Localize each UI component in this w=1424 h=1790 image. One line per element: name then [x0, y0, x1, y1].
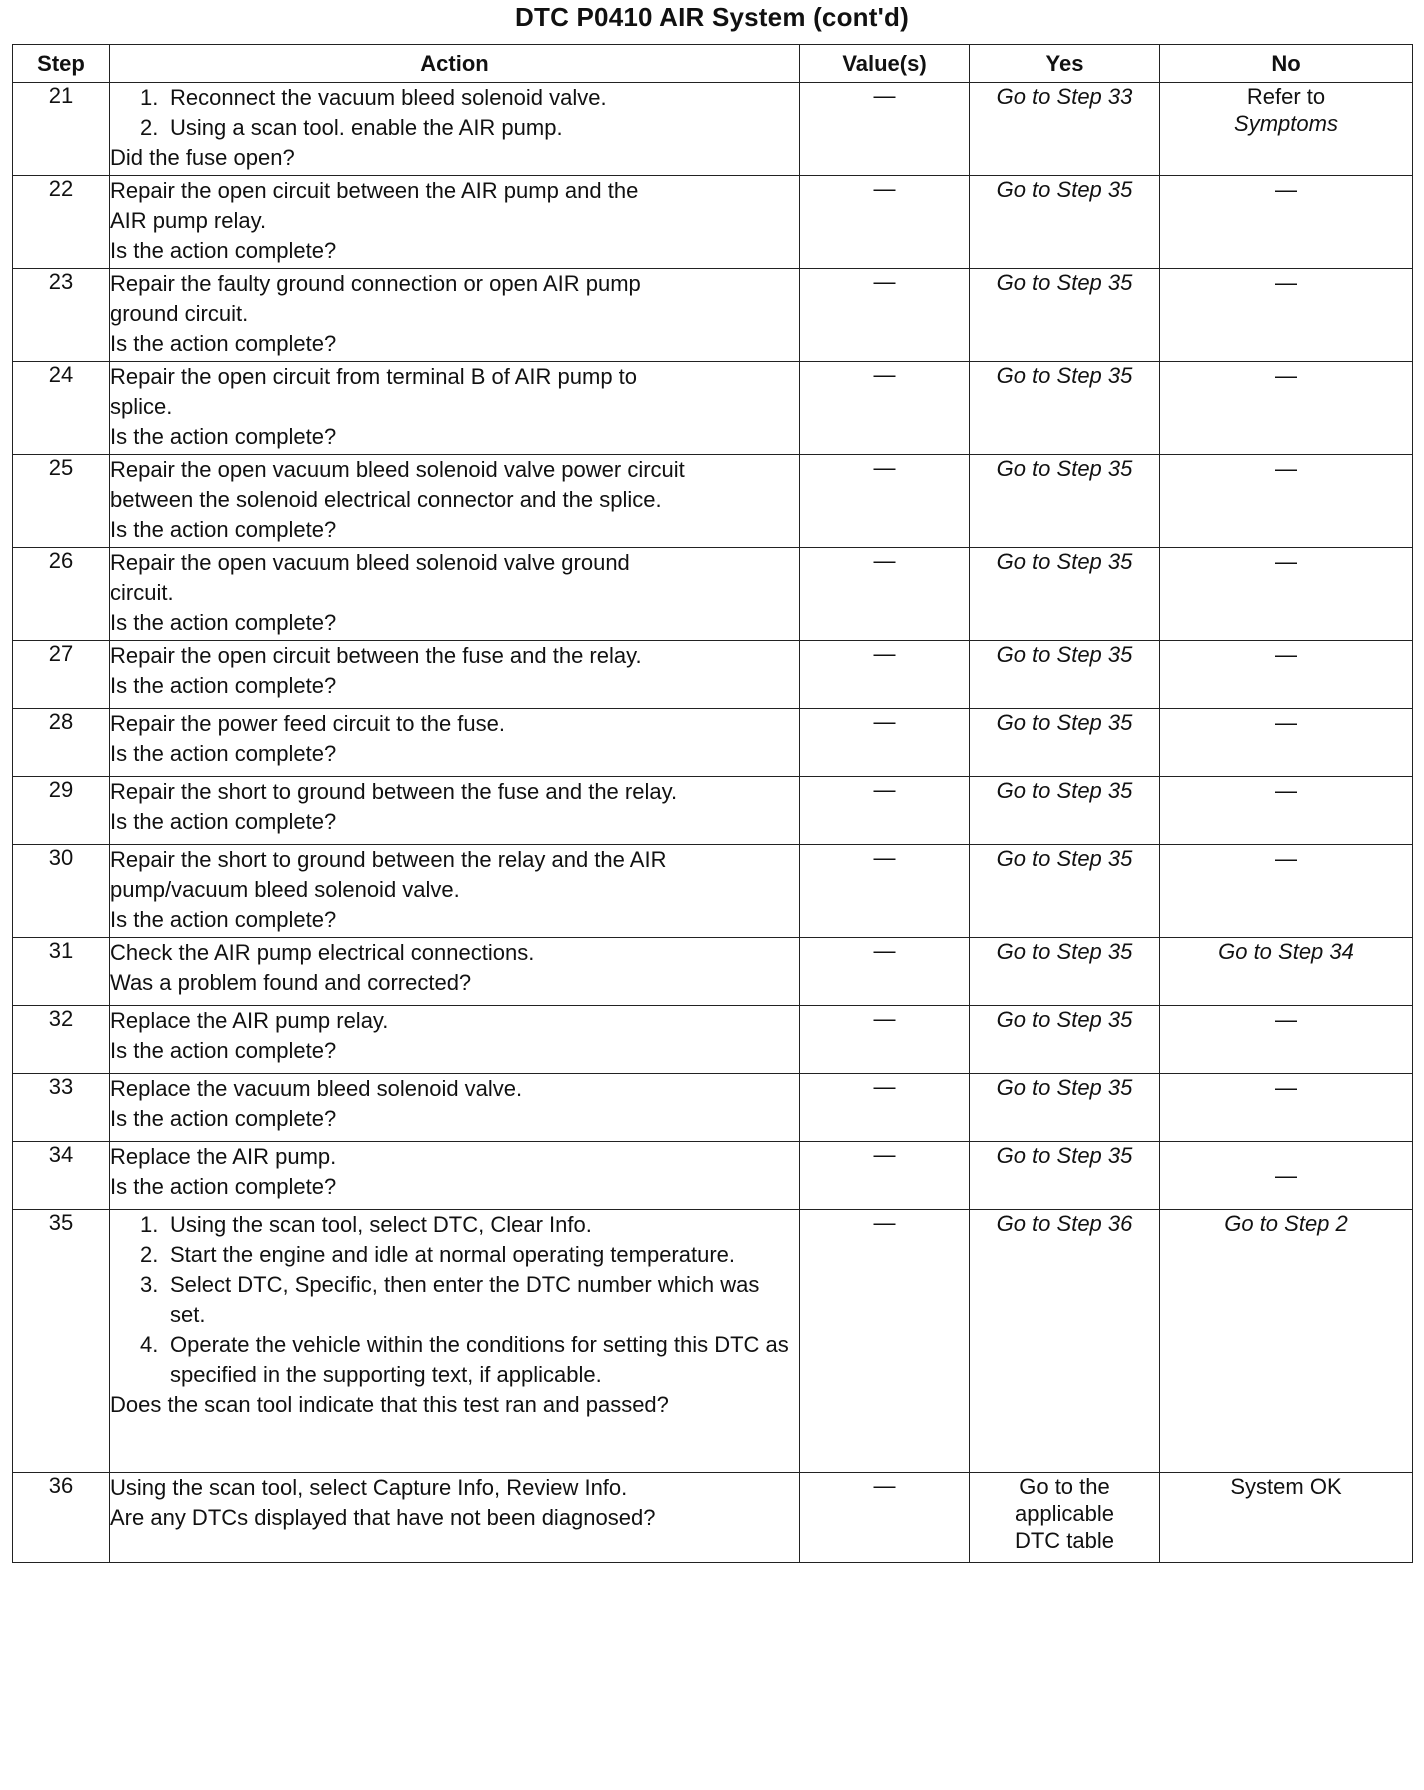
step-number: 24 — [13, 362, 110, 455]
step-number: 22 — [13, 176, 110, 269]
action-cell: Repair the short to ground between the fuse and the relay. Is the action complete? — [110, 777, 800, 845]
action-cell: Repair the open vacuum bleed solenoid valve power circuit between the solenoid electrical connector and the splice. Is the action complete? — [110, 455, 800, 548]
value-cell: — — [800, 1473, 970, 1563]
value-cell: — — [800, 548, 970, 641]
no-cell — [1160, 83, 1413, 176]
value-cell: — — [800, 1142, 970, 1210]
action-item: 2. Using a scan tool. enable the AIR pump. — [140, 115, 563, 140]
action-question: Is the action complete? — [110, 809, 337, 834]
step-number: 36 — [13, 1473, 110, 1563]
action-cell: Replace the vacuum bleed solenoid valve. Is the action complete? — [110, 1074, 800, 1142]
table-row — [13, 1006, 1413, 1074]
value-cell: — — [800, 362, 970, 455]
value-cell: — — [800, 1210, 970, 1473]
action-question: Did the fuse open? — [110, 145, 295, 170]
value-cell: — — [800, 1006, 970, 1074]
action-question: Is the action complete? — [110, 424, 337, 449]
no-cell: — — [1160, 548, 1413, 641]
table-row — [13, 938, 1413, 1006]
action-question: Was a problem found and corrected? — [110, 970, 472, 995]
table-row — [13, 455, 1413, 548]
value-cell: — — [800, 455, 970, 548]
yes-cell: Go to Step 35 — [970, 845, 1160, 938]
action-cell: Repair the open vacuum bleed solenoid valve ground circuit. Is the action complete? — [110, 548, 800, 641]
yes-cell: Go to Step 35 — [970, 777, 1160, 845]
step-number: 27 — [13, 641, 110, 709]
no-cell: — — [1160, 1142, 1413, 1210]
action-question: Is the action complete? — [110, 1106, 337, 1131]
yes-cell: Go to the applicable DTC table — [970, 1473, 1160, 1563]
action-question: Is the action complete? — [110, 238, 337, 263]
value-cell: — — [800, 83, 970, 176]
value-cell: — — [800, 845, 970, 938]
action-cell: Using the scan tool, select Capture Info, Review Info. Are any DTCs displayed that have not been diagnosed? — [110, 1473, 800, 1563]
page-title: DTC P0410 AIR System (cont'd) — [515, 2, 909, 32]
no-cell: — — [1160, 1074, 1413, 1142]
action-question: Does the scan tool indicate that this test ran and passed? — [110, 1392, 669, 1417]
yes-cell: Go to Step 35 — [970, 641, 1160, 709]
no-cell: Go to Step 34 — [1160, 938, 1413, 1006]
value-cell: — — [800, 269, 970, 362]
table-row — [13, 777, 1413, 845]
step-number: 25 — [13, 455, 110, 548]
header-values: Value(s) — [800, 45, 970, 83]
no-cell: — — [1160, 777, 1413, 845]
yes-cell: Go to Step 35 — [970, 1006, 1160, 1074]
value-cell: — — [800, 709, 970, 777]
table-row — [13, 362, 1413, 455]
value-cell: — — [800, 777, 970, 845]
action-item: 4. Operate the vehicle within the conditions for setting this DTC as specified in the supporting text, if applicable. — [140, 1332, 789, 1387]
action-cell: Repair the open circuit between the fuse and the relay. Is the action complete? — [110, 641, 800, 709]
action-question: Is the action complete? — [110, 1038, 337, 1063]
table-row — [13, 548, 1413, 641]
action-cell: Replace the AIR pump. Is the action complete? — [110, 1142, 800, 1210]
diagnostic-table — [12, 44, 1413, 1563]
step-number: 31 — [13, 938, 110, 1006]
table-row — [13, 641, 1413, 709]
value-cell: — — [800, 938, 970, 1006]
header-action: Action — [110, 45, 800, 83]
yes-cell: Go to Step 33 — [970, 83, 1160, 176]
step-number: 21 — [13, 83, 110, 176]
table-row — [13, 845, 1413, 938]
yes-cell: Go to Step 35 — [970, 455, 1160, 548]
no-cell: — — [1160, 1006, 1413, 1074]
action-cell: Repair the open circuit from terminal B of AIR pump to splice. Is the action complete? — [110, 362, 800, 455]
no-cell: — — [1160, 176, 1413, 269]
step-number: 33 — [13, 1074, 110, 1142]
action-cell: Repair the power feed circuit to the fuse. Is the action complete? — [110, 709, 800, 777]
step-number: 26 — [13, 548, 110, 641]
table-header-row — [13, 45, 1413, 83]
action-item: 1. Using the scan tool, select DTC, Clear Info. — [140, 1212, 592, 1237]
no-cell: — — [1160, 362, 1413, 455]
action-cell: Check the AIR pump electrical connections. Was a problem found and corrected? — [110, 938, 800, 1006]
yes-cell: Go to Step 35 — [970, 938, 1160, 1006]
action-item: 1. Reconnect the vacuum bleed solenoid valve. — [140, 85, 607, 110]
action-question: Is the action complete? — [110, 673, 337, 698]
step-number: 32 — [13, 1006, 110, 1074]
action-item: 3. Select DTC, Specific, then enter the DTC number which was set. — [140, 1272, 760, 1327]
value-cell: — — [800, 1074, 970, 1142]
table-row — [13, 176, 1413, 269]
yes-cell: Go to Step 35 — [970, 362, 1160, 455]
action-question: Is the action complete? — [110, 517, 337, 542]
step-number: 23 — [13, 269, 110, 362]
no-prefix: Refer to — [1246, 84, 1326, 109]
yes-cell: Go to Step 35 — [970, 548, 1160, 641]
yes-cell: Go to Step 35 — [970, 176, 1160, 269]
action-question: Is the action complete? — [110, 331, 337, 356]
action-cell — [110, 1210, 800, 1473]
no-cell: Go to Step 2 — [1160, 1210, 1413, 1473]
yes-cell: Go to Step 35 — [970, 269, 1160, 362]
no-cell: — — [1160, 709, 1413, 777]
no-cell: — — [1160, 845, 1413, 938]
action-question: Is the action complete? — [110, 1174, 337, 1199]
table-row — [13, 269, 1413, 362]
yes-cell: Go to Step 36 — [970, 1210, 1160, 1473]
action-question: Is the action complete? — [110, 610, 337, 635]
table-row — [13, 1074, 1413, 1142]
yes-cell: Go to Step 35 — [970, 1074, 1160, 1142]
no-cell: System OK — [1160, 1473, 1413, 1563]
header-no: No — [1160, 45, 1413, 83]
action-item: 2. Start the engine and idle at normal operating temperature. — [140, 1242, 736, 1267]
table-row — [13, 1473, 1413, 1563]
step-number: 29 — [13, 777, 110, 845]
header-yes: Yes — [970, 45, 1160, 83]
header-step: Step — [13, 45, 110, 83]
yes-cell: Go to Step 35 — [970, 709, 1160, 777]
step-number: 34 — [13, 1142, 110, 1210]
table-row — [13, 1142, 1413, 1210]
no-link: Symptoms — [1234, 111, 1338, 136]
action-cell: Replace the AIR pump relay. Is the action complete? — [110, 1006, 800, 1074]
action-cell: Repair the faulty ground connection or open AIR pump ground circuit. Is the action complete? — [110, 269, 800, 362]
action-cell: Repair the open circuit between the AIR pump and the AIR pump relay. Is the action complete? — [110, 176, 800, 269]
action-question: Are any DTCs displayed that have not been diagnosed? — [110, 1505, 656, 1530]
action-question: Is the action complete? — [110, 741, 337, 766]
step-number: 28 — [13, 709, 110, 777]
table-row — [13, 1210, 1413, 1473]
action-cell — [110, 83, 800, 176]
action-cell: Repair the short to ground between the relay and the AIR pump/vacuum bleed solenoid valve. Is the action complete? — [110, 845, 800, 938]
no-cell: — — [1160, 641, 1413, 709]
step-number: 35 — [13, 1210, 110, 1473]
table-row — [13, 709, 1413, 777]
table-row — [13, 83, 1413, 176]
step-number: 30 — [13, 845, 110, 938]
value-cell: — — [800, 641, 970, 709]
action-question: Is the action complete? — [110, 907, 337, 932]
value-cell: — — [800, 176, 970, 269]
no-cell: — — [1160, 269, 1413, 362]
yes-cell: Go to Step 35 — [970, 1142, 1160, 1210]
no-cell: — — [1160, 455, 1413, 548]
